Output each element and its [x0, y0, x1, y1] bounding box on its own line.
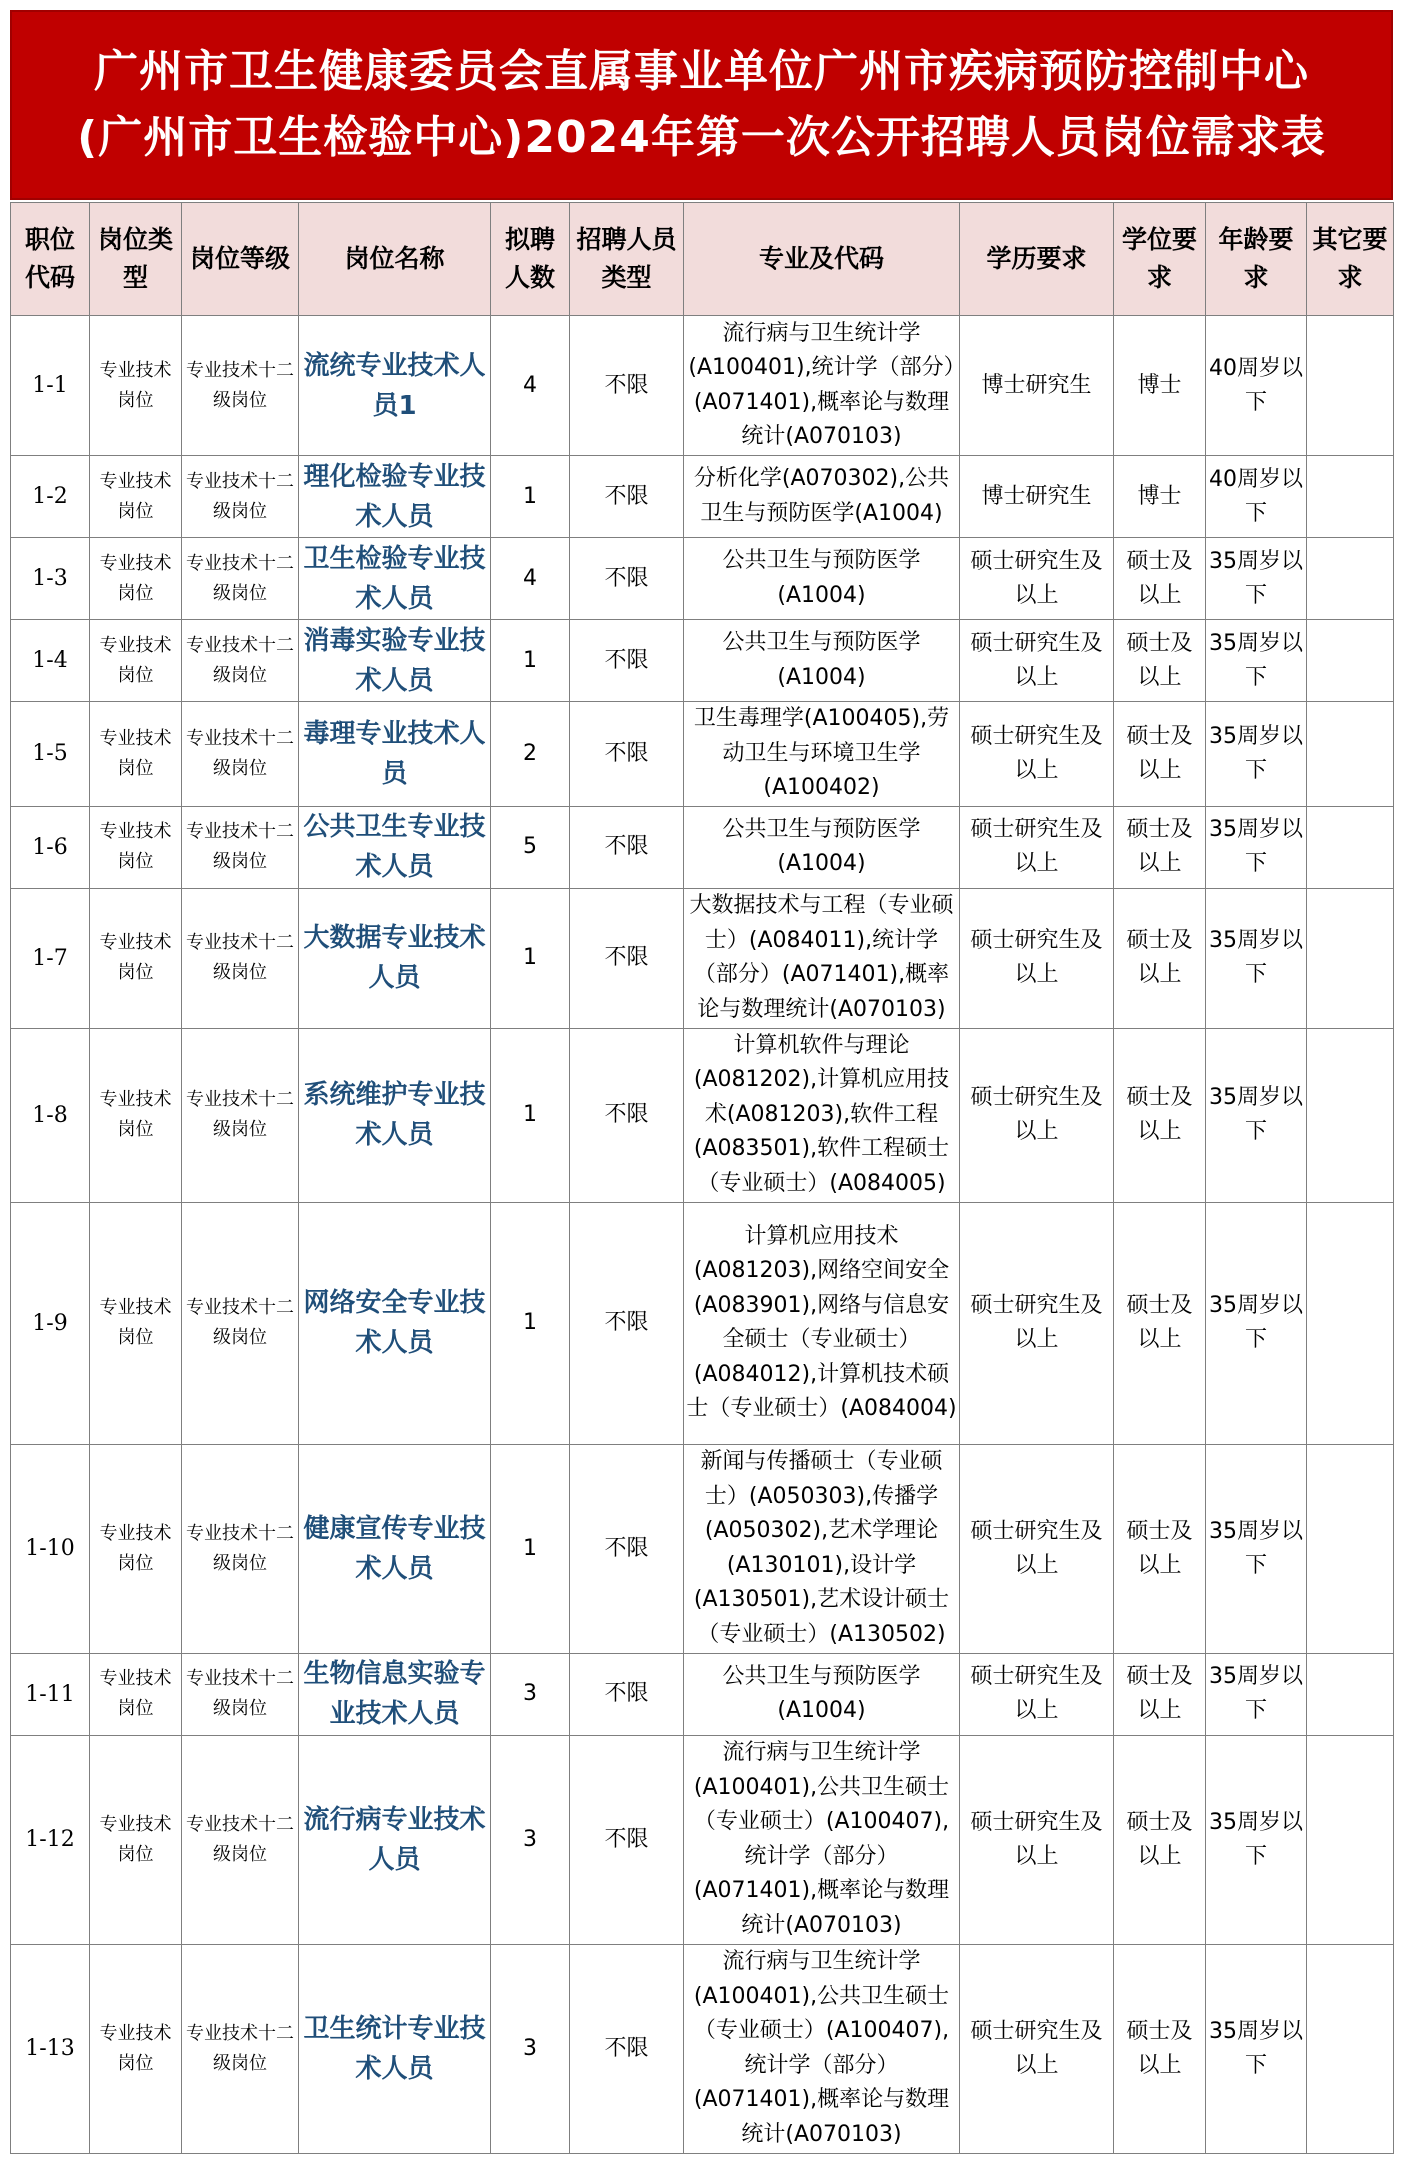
cell-other: [1307, 316, 1394, 456]
cell-education: 硕士研究生及以上: [960, 1444, 1114, 1653]
cell-major: 大数据技术与工程（专业硕士）(A084011),统计学（部分）(A071401),概率论与数理统计(A070103): [684, 888, 960, 1028]
header-age: 年龄要求: [1206, 203, 1307, 316]
cell-category: 不限: [570, 538, 684, 620]
table-row: [11, 1202, 1394, 1444]
cell-age: 35周岁以下: [1206, 806, 1307, 888]
cell-name: 卫生检验专业技术人员: [299, 538, 491, 620]
cell-count: 1: [491, 1444, 570, 1653]
cell-age: 35周岁以下: [1206, 1202, 1307, 1444]
cell-age: 40周岁以下: [1206, 316, 1307, 456]
cell-other: [1307, 806, 1394, 888]
cell-major: 流行病与卫生统计学(A100401),公共卫生硕士（专业硕士）(A100407),统计学（部分）(A071401),概率论与数理统计(A070103): [684, 1735, 960, 1944]
cell-other: [1307, 1944, 1394, 2153]
cell-type: 专业技术岗位: [90, 1735, 182, 1944]
cell-level: 专业技术十二级岗位: [182, 1735, 299, 1944]
cell-count: 3: [491, 1653, 570, 1735]
table-row: [11, 1735, 1394, 1944]
cell-major: 公共卫生与预防医学(A1004): [684, 806, 960, 888]
cell-major: 公共卫生与预防医学(A1004): [684, 538, 960, 620]
cell-level: 专业技术十二级岗位: [182, 1653, 299, 1735]
cell-count: 3: [491, 1735, 570, 1944]
table-row: [11, 702, 1394, 807]
cell-name: 流统专业技术人员1: [299, 316, 491, 456]
cell-count: 4: [491, 538, 570, 620]
cell-name: 健康宣传专业技术人员: [299, 1444, 491, 1653]
cell-education: 硕士研究生及以上: [960, 620, 1114, 702]
cell-category: 不限: [570, 806, 684, 888]
cell-level: 专业技术十二级岗位: [182, 538, 299, 620]
cell-count: 5: [491, 806, 570, 888]
cell-type: 专业技术岗位: [90, 702, 182, 807]
cell-major: 流行病与卫生统计学(A100401),公共卫生硕士（专业硕士）(A100407),统计学（部分）(A071401),概率论与数理统计(A070103): [684, 1944, 960, 2153]
cell-major: 计算机应用技术(A081203),网络空间安全(A083901),网络与信息安全硕士（专业硕士）(A084012),计算机技术硕士（专业硕士）(A084004): [684, 1202, 960, 1444]
cell-age: 35周岁以下: [1206, 888, 1307, 1028]
cell-level: 专业技术十二级岗位: [182, 456, 299, 538]
header-name: 岗位名称: [299, 203, 491, 316]
cell-degree: 硕士及以上: [1114, 1202, 1206, 1444]
cell-category: 不限: [570, 620, 684, 702]
cell-education: 博士研究生: [960, 316, 1114, 456]
cell-education: 硕士研究生及以上: [960, 806, 1114, 888]
table-row: [11, 456, 1394, 538]
cell-count: 1: [491, 1028, 570, 1202]
cell-category: 不限: [570, 1735, 684, 1944]
cell-code: 1-4: [11, 620, 90, 702]
cell-education: 硕士研究生及以上: [960, 538, 1114, 620]
cell-level: 专业技术十二级岗位: [182, 316, 299, 456]
cell-major: 计算机软件与理论(A081202),计算机应用技术(A081203),软件工程(A083501),软件工程硕士（专业硕士）(A084005): [684, 1028, 960, 1202]
cell-age: 40周岁以下: [1206, 456, 1307, 538]
cell-type: 专业技术岗位: [90, 538, 182, 620]
cell-type: 专业技术岗位: [90, 1202, 182, 1444]
cell-degree: 博士: [1114, 316, 1206, 456]
cell-education: 硕士研究生及以上: [960, 702, 1114, 807]
cell-age: 35周岁以下: [1206, 1653, 1307, 1735]
cell-degree: 硕士及以上: [1114, 1735, 1206, 1944]
cell-code: 1-10: [11, 1444, 90, 1653]
cell-other: [1307, 702, 1394, 807]
cell-other: [1307, 1028, 1394, 1202]
cell-degree: 硕士及以上: [1114, 702, 1206, 807]
cell-name: 消毒实验专业技术人员: [299, 620, 491, 702]
cell-degree: 硕士及以上: [1114, 1653, 1206, 1735]
cell-level: 专业技术十二级岗位: [182, 620, 299, 702]
cell-type: 专业技术岗位: [90, 1444, 182, 1653]
cell-code: 1-8: [11, 1028, 90, 1202]
cell-category: 不限: [570, 316, 684, 456]
cell-degree: 硕士及以上: [1114, 1028, 1206, 1202]
cell-education: 博士研究生: [960, 456, 1114, 538]
table-header-row: [11, 203, 1394, 316]
header-count: 拟聘人数: [491, 203, 570, 316]
cell-count: 4: [491, 316, 570, 456]
cell-name: 生物信息实验专业技术人员: [299, 1653, 491, 1735]
cell-count: 3: [491, 1944, 570, 2153]
header-level: 岗位等级: [182, 203, 299, 316]
cell-other: [1307, 1444, 1394, 1653]
table-row: [11, 1944, 1394, 2153]
cell-category: 不限: [570, 1653, 684, 1735]
cell-education: 硕士研究生及以上: [960, 1735, 1114, 1944]
cell-type: 专业技术岗位: [90, 806, 182, 888]
cell-level: 专业技术十二级岗位: [182, 702, 299, 807]
cell-category: 不限: [570, 1028, 684, 1202]
cell-name: 网络安全专业技术人员: [299, 1202, 491, 1444]
cell-degree: 硕士及以上: [1114, 888, 1206, 1028]
cell-name: 流行病专业技术人员: [299, 1735, 491, 1944]
cell-code: 1-13: [11, 1944, 90, 2153]
header-category: 招聘人员类型: [570, 203, 684, 316]
cell-category: 不限: [570, 1444, 684, 1653]
cell-education: 硕士研究生及以上: [960, 888, 1114, 1028]
title-line-2: (广州市卫生检验中心)2024年第一次公开招聘人员岗位需求表: [77, 112, 1326, 163]
cell-level: 专业技术十二级岗位: [182, 1028, 299, 1202]
cell-age: 35周岁以下: [1206, 702, 1307, 807]
table-row: [11, 1444, 1394, 1653]
cell-name: 卫生统计专业技术人员: [299, 1944, 491, 2153]
cell-other: [1307, 1735, 1394, 1944]
cell-name: 毒理专业技术人员: [299, 702, 491, 807]
cell-major: 流行病与卫生统计学(A100401),统计学（部分）(A071401),概率论与数理统计(A070103): [684, 316, 960, 456]
cell-name: 公共卫生专业技术人员: [299, 806, 491, 888]
cell-major: 新闻与传播硕士（专业硕士）(A050303),传播学(A050302),艺术学理论(A130101),设计学(A130501),艺术设计硕士（专业硕士）(A130502): [684, 1444, 960, 1653]
cell-code: 1-5: [11, 702, 90, 807]
cell-count: 1: [491, 888, 570, 1028]
header-other: 其它要求: [1307, 203, 1394, 316]
cell-degree: 硕士及以上: [1114, 1944, 1206, 2153]
cell-code: 1-3: [11, 538, 90, 620]
cell-type: 专业技术岗位: [90, 888, 182, 1028]
cell-degree: 硕士及以上: [1114, 806, 1206, 888]
header-education: 学历要求: [960, 203, 1114, 316]
cell-category: 不限: [570, 1944, 684, 2153]
cell-major: 公共卫生与预防医学(A1004): [684, 620, 960, 702]
cell-code: 1-7: [11, 888, 90, 1028]
cell-type: 专业技术岗位: [90, 1944, 182, 2153]
positions-table: [10, 202, 1394, 2154]
cell-type: 专业技术岗位: [90, 620, 182, 702]
table-row: [11, 538, 1394, 620]
cell-degree: 硕士及以上: [1114, 620, 1206, 702]
cell-other: [1307, 456, 1394, 538]
table-row: [11, 620, 1394, 702]
title-banner: [10, 10, 1393, 200]
cell-level: 专业技术十二级岗位: [182, 888, 299, 1028]
cell-code: 1-12: [11, 1735, 90, 1944]
cell-education: 硕士研究生及以上: [960, 1028, 1114, 1202]
cell-major: 卫生毒理学(A100405),劳动卫生与环境卫生学(A100402): [684, 702, 960, 807]
header-type: 岗位类型: [90, 203, 182, 316]
cell-other: [1307, 1202, 1394, 1444]
cell-other: [1307, 1653, 1394, 1735]
cell-other: [1307, 620, 1394, 702]
cell-type: 专业技术岗位: [90, 456, 182, 538]
cell-count: 1: [491, 456, 570, 538]
title-line-1: 广州市卫生健康委员会直属事业单位广州市疾病预防控制中心: [94, 46, 1309, 97]
table-row: [11, 316, 1394, 456]
cell-code: 1-1: [11, 316, 90, 456]
cell-other: [1307, 538, 1394, 620]
cell-name: 大数据专业技术人员: [299, 888, 491, 1028]
table-row: [11, 806, 1394, 888]
cell-code: 1-9: [11, 1202, 90, 1444]
cell-age: 35周岁以下: [1206, 620, 1307, 702]
cell-count: 1: [491, 620, 570, 702]
cell-name: 理化检验专业技术人员: [299, 456, 491, 538]
cell-age: 35周岁以下: [1206, 538, 1307, 620]
cell-education: 硕士研究生及以上: [960, 1202, 1114, 1444]
cell-code: 1-2: [11, 456, 90, 538]
cell-age: 35周岁以下: [1206, 1028, 1307, 1202]
cell-age: 35周岁以下: [1206, 1444, 1307, 1653]
cell-code: 1-11: [11, 1653, 90, 1735]
cell-category: 不限: [570, 888, 684, 1028]
cell-count: 2: [491, 702, 570, 807]
header-degree: 学位要求: [1114, 203, 1206, 316]
cell-education: 硕士研究生及以上: [960, 1944, 1114, 2153]
cell-major: 分析化学(A070302),公共卫生与预防医学(A1004): [684, 456, 960, 538]
table-row: [11, 1653, 1394, 1735]
cell-other: [1307, 888, 1394, 1028]
cell-code: 1-6: [11, 806, 90, 888]
cell-degree: 博士: [1114, 456, 1206, 538]
table-row: [11, 888, 1394, 1028]
cell-level: 专业技术十二级岗位: [182, 1444, 299, 1653]
cell-level: 专业技术十二级岗位: [182, 1944, 299, 2153]
cell-major: 公共卫生与预防医学(A1004): [684, 1653, 960, 1735]
cell-age: 35周岁以下: [1206, 1944, 1307, 2153]
cell-education: 硕士研究生及以上: [960, 1653, 1114, 1735]
cell-category: 不限: [570, 702, 684, 807]
table-row: [11, 1028, 1394, 1202]
cell-category: 不限: [570, 1202, 684, 1444]
cell-count: 1: [491, 1202, 570, 1444]
cell-type: 专业技术岗位: [90, 1028, 182, 1202]
cell-type: 专业技术岗位: [90, 316, 182, 456]
cell-degree: 硕士及以上: [1114, 1444, 1206, 1653]
cell-level: 专业技术十二级岗位: [182, 1202, 299, 1444]
cell-degree: 硕士及以上: [1114, 538, 1206, 620]
cell-age: 35周岁以下: [1206, 1735, 1307, 1944]
cell-category: 不限: [570, 456, 684, 538]
header-major: 专业及代码: [684, 203, 960, 316]
cell-type: 专业技术岗位: [90, 1653, 182, 1735]
cell-name: 系统维护专业技术人员: [299, 1028, 491, 1202]
header-code: 职位代码: [11, 203, 90, 316]
cell-level: 专业技术十二级岗位: [182, 806, 299, 888]
